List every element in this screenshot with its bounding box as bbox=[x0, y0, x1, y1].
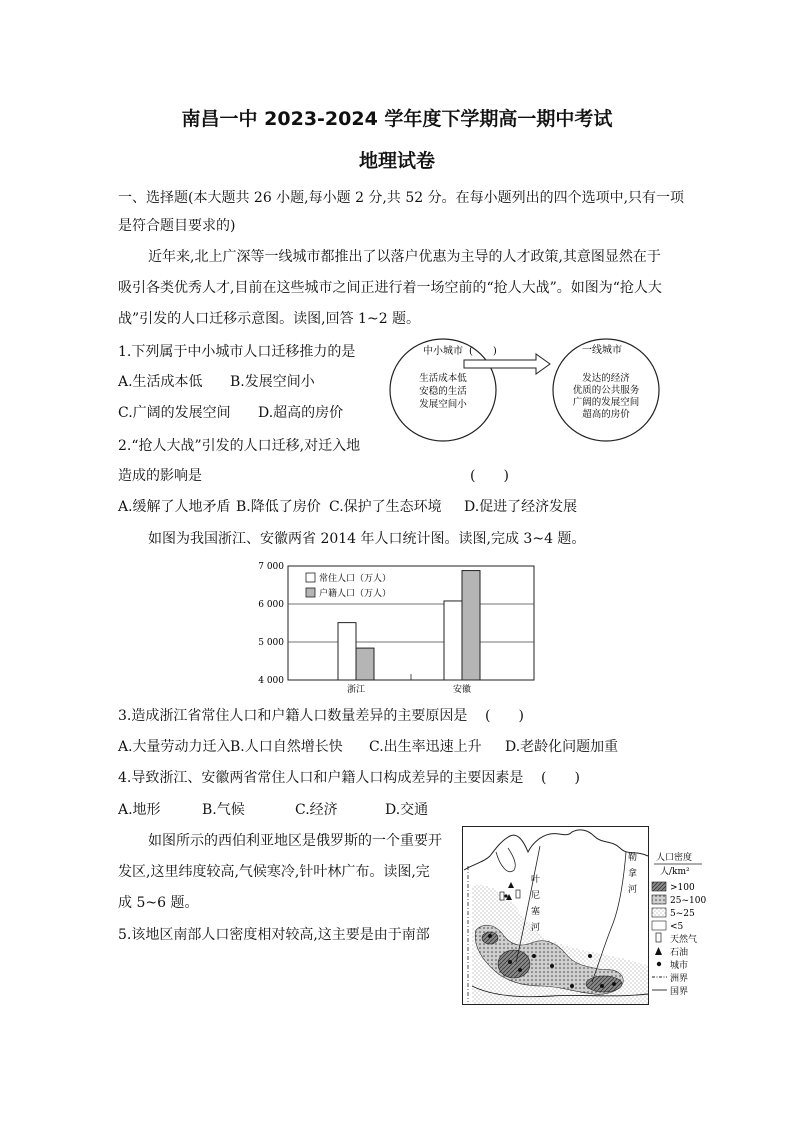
q3-option-a[interactable]: A.大量劳动力迁入 bbox=[118, 739, 231, 755]
bar-registered-0 bbox=[356, 648, 374, 680]
legend-item-6: 石油 bbox=[670, 948, 689, 958]
q1-option-b[interactable]: B.发展空间小 bbox=[230, 374, 315, 390]
big-city-factor-3: 广阔的发展空间 bbox=[572, 397, 640, 408]
bar-registered-1 bbox=[462, 571, 480, 680]
q2-answer-paren[interactable]: ( ) bbox=[470, 468, 509, 484]
yenisei-label-3: 塞 bbox=[531, 907, 541, 917]
passage1-line3: 战”引发的人口迁移示意图。读图,回答 1~2 题。 bbox=[118, 311, 421, 327]
legend-swatch bbox=[306, 588, 315, 597]
section-intro-line2: 是符合题目要求的) bbox=[118, 218, 236, 234]
q2-stem-line2: 造成的影响是 bbox=[118, 468, 202, 484]
small-city-paren: ( ) bbox=[469, 346, 497, 357]
legend-item-9: 国界 bbox=[670, 987, 689, 997]
q3-answer-paren[interactable]: ( ) bbox=[485, 708, 524, 724]
city-icon bbox=[657, 962, 661, 966]
passage1-line1: 近年来,北上广深等一线城市都推出了以落户优惠为主导的人才政策,其意图显然在于 bbox=[148, 249, 661, 265]
yenisei-label-1: 叶 bbox=[531, 875, 541, 885]
legend-item-2: 25~100 bbox=[670, 896, 707, 906]
legend-swatch-low bbox=[652, 908, 666, 917]
q3-option-c[interactable]: C.出生率迅速上升 bbox=[369, 739, 482, 755]
q3-stem: 3.造成浙江省常住人口和户籍人口数量差异的主要原因是 bbox=[118, 708, 468, 724]
migration-arrow bbox=[464, 354, 550, 374]
q2-option-b[interactable]: B.降低了房价 bbox=[236, 499, 321, 515]
q1-options-row2 bbox=[118, 403, 343, 423]
bar-resident-1 bbox=[444, 601, 462, 680]
legend-item-5: 天然气 bbox=[670, 935, 698, 945]
lena-label-group bbox=[628, 851, 637, 895]
dense-core-1 bbox=[498, 950, 530, 978]
gas-icon bbox=[656, 933, 661, 942]
legend-swatch-mid bbox=[652, 895, 666, 904]
q4-option-d[interactable]: D.交通 bbox=[385, 802, 429, 818]
passage3-line2: 发区,这里纬度较高,气候寒冷,针叶林广布。读图,完 bbox=[118, 864, 430, 880]
q1-options-row1 bbox=[118, 372, 315, 392]
small-city-factor-3: 发展空间小 bbox=[419, 399, 467, 410]
q1-stem: 1.下列属于中小城市人口迁移推力的是 bbox=[118, 344, 356, 360]
q1-option-c[interactable]: C.广阔的发展空间 bbox=[118, 405, 231, 421]
passage3-line3: 成 5~6 题。 bbox=[118, 895, 199, 911]
population-bar-chart bbox=[248, 556, 548, 698]
q4-stem: 4.导致浙江、安徽两省常住人口和户籍人口构成差异的主要因素是 bbox=[118, 770, 524, 786]
q4-options bbox=[118, 800, 428, 820]
q2-stem-line1: 2.“抢人大战”引发的人口迁移,对迁入地 bbox=[118, 438, 361, 454]
passage2-line1: 如图为我国浙江、安徽两省 2014 年人口统计图。读图,完成 3~4 题。 bbox=[148, 531, 586, 547]
exam-title: 南昌一中 2023-2024 学年度下学期高一期中考试 bbox=[181, 108, 613, 130]
q2-option-c[interactable]: C.保护了生态环境 bbox=[329, 499, 442, 515]
map-legend bbox=[652, 851, 706, 997]
q3-option-d[interactable]: D.老龄化问题加重 bbox=[505, 739, 619, 755]
legend-label: 常住人口（万人） bbox=[319, 574, 392, 584]
y-tick-label: 4 000 bbox=[258, 676, 284, 686]
migration-diagram bbox=[388, 336, 678, 446]
y-tick-label: 6 000 bbox=[258, 600, 284, 610]
legend-swatch-dense bbox=[652, 882, 666, 891]
q5-stem: 5.该地区南部人口密度相对较高,这主要是由于南部 bbox=[118, 927, 430, 943]
legend-item-4: <5 bbox=[670, 922, 684, 932]
x-tick-label: 浙江 bbox=[346, 685, 366, 695]
q1-option-a[interactable]: A.生活成本低 bbox=[118, 374, 203, 390]
q4-answer-paren[interactable]: ( ) bbox=[541, 770, 580, 786]
q4-option-c[interactable]: C.经济 bbox=[295, 802, 338, 818]
q3-option-b[interactable]: B.人口自然增长快 bbox=[230, 739, 343, 755]
legend-title: 人口密度 bbox=[656, 853, 693, 863]
big-city-factor-1: 发达的经济 bbox=[582, 373, 630, 384]
yenisei-label-2: 尼 bbox=[531, 891, 541, 901]
lena-label-1: 勒 bbox=[628, 853, 638, 863]
legend-item-8: 洲界 bbox=[670, 974, 689, 984]
legend-label: 户籍人口（万人） bbox=[319, 589, 392, 599]
q4-option-b[interactable]: B.气候 bbox=[202, 802, 245, 818]
small-city-factor-1: 生活成本低 bbox=[419, 373, 467, 384]
q2-option-d[interactable]: D.促进了经济发展 bbox=[464, 499, 578, 515]
legend-item-1: >100 bbox=[670, 883, 695, 893]
lena-label-3: 河 bbox=[628, 885, 638, 895]
bar-resident-0 bbox=[338, 623, 356, 680]
q3-options bbox=[118, 737, 618, 757]
oil-icon bbox=[655, 947, 662, 955]
lena-label-2: 拿 bbox=[628, 869, 638, 879]
passage1-line2: 吸引各类优秀人才,目前在这些城市之间正进行着一场空前的“抢人大战”。如图为“抢人大 bbox=[118, 280, 662, 296]
legend-item-3: 5~25 bbox=[670, 909, 695, 919]
siberia-map bbox=[462, 826, 714, 1006]
x-tick-label: 安徽 bbox=[452, 685, 472, 695]
q1-option-d[interactable]: D.超高的房价 bbox=[258, 405, 344, 421]
dense-core-2 bbox=[586, 976, 622, 992]
legend-unit: 人/km² bbox=[660, 867, 690, 877]
passage3-line1: 如图所示的西伯利亚地区是俄罗斯的一个重要开 bbox=[148, 833, 442, 849]
legend-swatch-sparse bbox=[652, 921, 666, 930]
y-tick-label: 7 000 bbox=[258, 562, 284, 572]
legend-swatch bbox=[306, 573, 315, 582]
yenisei-label-4: 河 bbox=[531, 923, 541, 933]
small-city-factor-2: 安稳的生活 bbox=[419, 386, 467, 397]
y-tick-label: 5 000 bbox=[258, 638, 284, 648]
small-city-title: 中小城市 bbox=[423, 346, 463, 357]
big-city-factor-2: 优质的公共服务 bbox=[572, 385, 640, 396]
big-city-factor-4: 超高的房价 bbox=[582, 409, 630, 420]
exam-subtitle: 地理试卷 bbox=[358, 150, 435, 172]
section-intro-line1: 一、选择题(本大题共 26 小题,每小题 2 分,共 52 分。在每小题列出的四个选项中,只有一项 bbox=[118, 190, 685, 206]
q2-options bbox=[118, 497, 577, 517]
q2-option-a[interactable]: A.缓解了人地矛盾 bbox=[118, 499, 231, 515]
legend-item-7: 城市 bbox=[670, 961, 689, 971]
q4-option-a[interactable]: A.地形 bbox=[118, 802, 161, 818]
big-city-title: 一线城市 bbox=[582, 345, 622, 356]
